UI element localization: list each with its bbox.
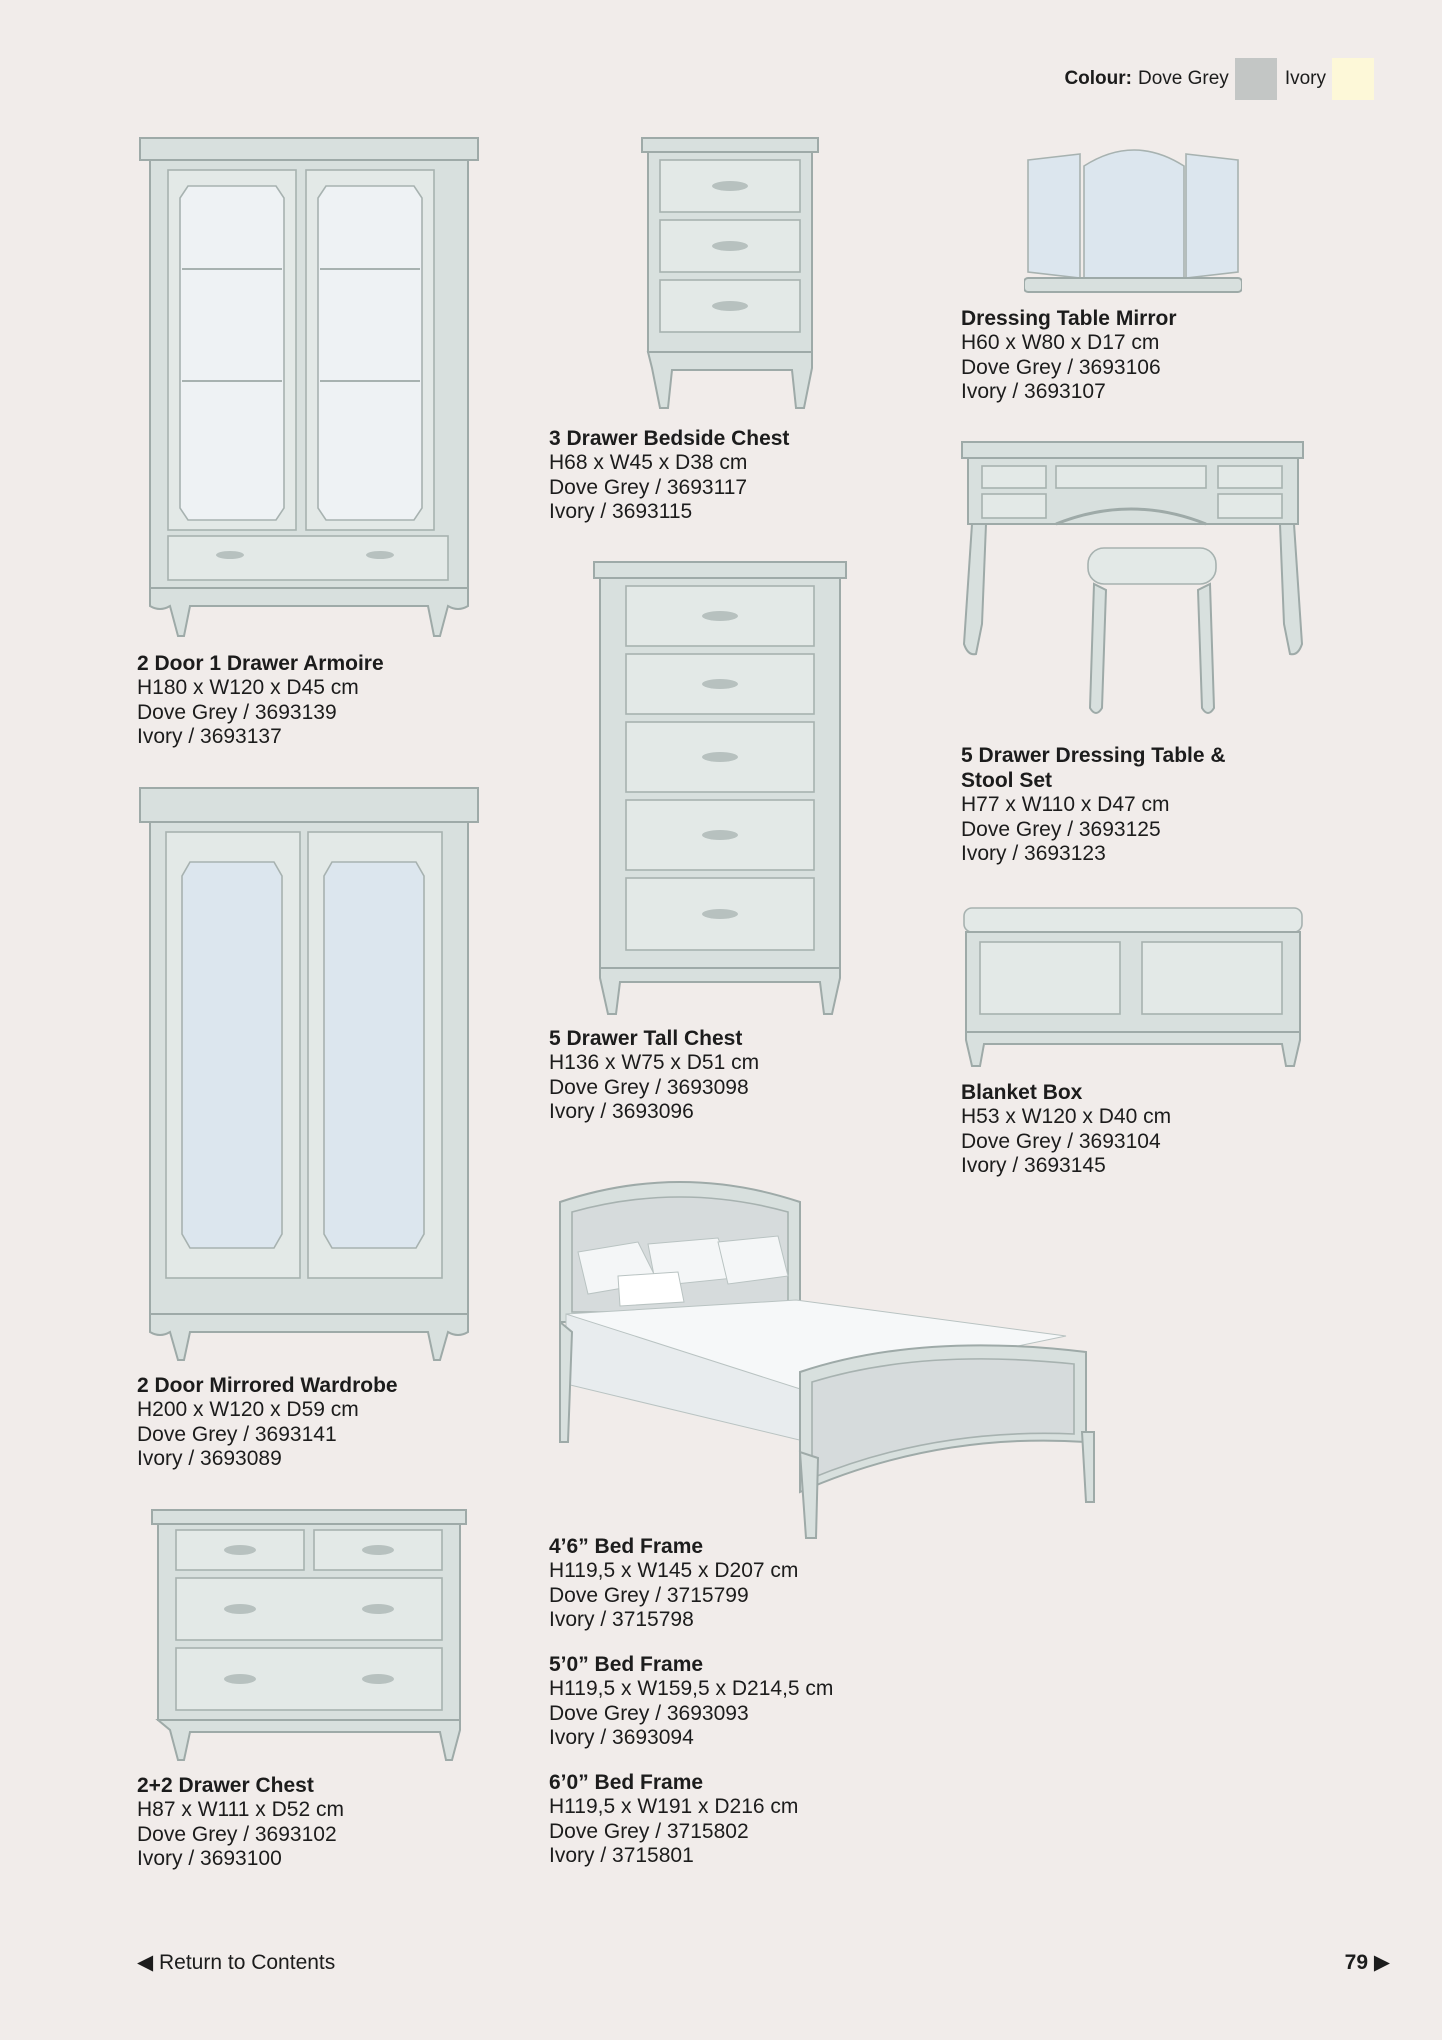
product-dimensions: H119,5 x W145 x D207 cm	[549, 1559, 799, 1582]
product-name: 5’0” Bed Frame	[549, 1653, 704, 1676]
colour-label: Colour:	[1064, 68, 1132, 89]
product-blanket-box	[961, 1080, 1171, 1179]
wardrobe-image	[138, 786, 480, 1361]
product-code-dove-grey: Dove Grey / 3693106	[961, 355, 1161, 379]
product-dimensions: H87 x W111 x D52 cm	[137, 1798, 344, 1821]
product-name: 2+2 Drawer Chest	[137, 1774, 314, 1797]
product-name: Dressing Table Mirror	[961, 307, 1177, 330]
product-bedside-chest	[549, 426, 789, 525]
product-name: 4’6” Bed Frame	[549, 1535, 704, 1558]
dressing-table-image	[960, 440, 1305, 735]
back-arrow-icon: ◀	[137, 1951, 154, 1974]
product-code-dove-grey: Dove Grey / 3693093	[549, 1701, 749, 1725]
product-code-ivory: Ivory / 3693089	[137, 1447, 282, 1470]
product-code-dove-grey: Dove Grey / 3693139	[137, 700, 337, 724]
colour-name-ivory: Ivory	[1284, 68, 1326, 89]
product-name: 6’0” Bed Frame	[549, 1771, 704, 1794]
tall-chest-image	[592, 560, 848, 1016]
product-code-ivory: Ivory / 3693096	[549, 1100, 694, 1123]
next-arrow-icon: ▶	[1373, 1951, 1390, 1974]
product-dressing-table	[961, 743, 1281, 867]
product-dimensions: H180 x W120 x D45 cm	[137, 676, 359, 699]
product-dimensions: H60 x W80 x D17 cm	[961, 331, 1160, 354]
product-name: 2 Door 1 Drawer Armoire	[137, 652, 384, 675]
product-code-ivory: Ivory / 3693107	[961, 380, 1106, 403]
product-code-ivory: Ivory / 3693123	[961, 842, 1106, 865]
product-armoire	[137, 651, 384, 750]
product-code-ivory: Ivory / 3693137	[137, 725, 282, 748]
product-code-dove-grey: Dove Grey / 3693141	[137, 1422, 337, 1446]
product-code-dove-grey: Dove Grey / 3693117	[549, 475, 748, 499]
product-name: 3 Drawer Bedside Chest	[549, 427, 790, 450]
product-bed-50	[549, 1652, 833, 1751]
bedside-chest-image	[640, 136, 820, 416]
product-code-dove-grey: Dove Grey / 3693102	[137, 1822, 337, 1846]
return-to-contents-label: Return to Contents	[159, 1951, 336, 1974]
product-name: 2 Door Mirrored Wardrobe	[137, 1374, 398, 1397]
return-to-contents-link[interactable]	[137, 1950, 335, 1975]
product-code-ivory: Ivory / 3693100	[137, 1847, 282, 1870]
product-code-ivory: Ivory / 3715801	[549, 1844, 694, 1867]
product-code-dove-grey: Dove Grey / 3715799	[549, 1583, 749, 1607]
product-dimensions: H119,5 x W191 x D216 cm	[549, 1795, 799, 1818]
product-mirrored-wardrobe	[137, 1373, 398, 1472]
product-dimensions: H119,5 x W159,5 x D214,5 cm	[549, 1677, 834, 1700]
product-code-dove-grey: Dove Grey / 3693125	[961, 817, 1161, 841]
page-number: 79	[1344, 1951, 1368, 1974]
product-bed-46	[549, 1534, 798, 1633]
product-dimensions: H68 x W45 x D38 cm	[549, 451, 748, 474]
product-drawer-chest	[137, 1773, 344, 1872]
product-code-dove-grey: Dove Grey / 3715802	[549, 1819, 749, 1843]
product-dimensions: H136 x W75 x D51 cm	[549, 1051, 760, 1074]
product-name: 5 Drawer Tall Chest	[549, 1027, 743, 1050]
product-bed-60	[549, 1770, 798, 1869]
product-code-dove-grey: Dove Grey / 3693098	[549, 1075, 749, 1099]
drawer-chest-image	[150, 1508, 468, 1764]
armoire-image	[138, 136, 480, 641]
colour-name-dove-grey: Dove Grey	[1138, 68, 1229, 89]
product-code-ivory: Ivory / 3693115	[549, 500, 693, 523]
next-page-link[interactable]	[1345, 1950, 1390, 1975]
product-code-ivory: Ivory / 3693145	[961, 1154, 1106, 1177]
colour-legend	[1064, 58, 1374, 100]
swatch-dove-grey	[1235, 58, 1277, 100]
product-dimensions: H53 x W120 x D40 cm	[961, 1105, 1172, 1128]
product-code-ivory: Ivory / 3715798	[549, 1608, 694, 1631]
bed-frame-image	[548, 1172, 1104, 1540]
product-dressing-mirror	[961, 306, 1177, 405]
product-dimensions: H200 x W120 x D59 cm	[137, 1398, 359, 1421]
product-tall-chest	[549, 1026, 759, 1125]
product-dimensions: H77 x W110 x D47 cm	[961, 793, 1170, 816]
product-name: Blanket Box	[961, 1081, 1083, 1104]
dressing-mirror-image	[1024, 138, 1242, 294]
product-code-ivory: Ivory / 3693094	[549, 1726, 694, 1749]
blanket-box-image	[962, 906, 1304, 1070]
swatch-ivory	[1332, 58, 1374, 100]
product-name: 5 Drawer Dressing Table & Stool Set	[961, 744, 1226, 792]
product-code-dove-grey: Dove Grey / 3693104	[961, 1129, 1161, 1153]
